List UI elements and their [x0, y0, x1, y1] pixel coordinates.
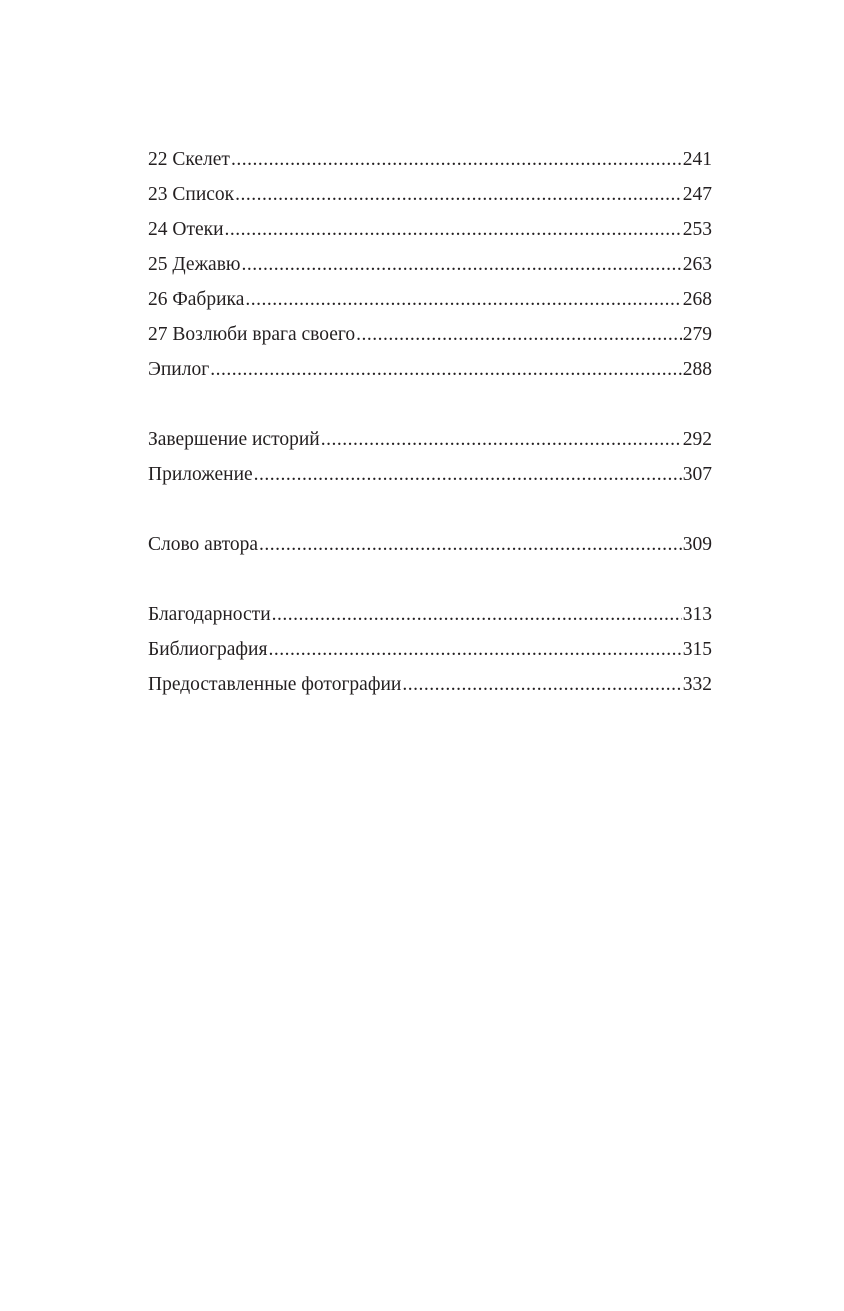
toc-entry [148, 212, 712, 247]
toc-entry [148, 667, 712, 702]
toc-entry [148, 142, 712, 177]
dot-leader [241, 247, 681, 282]
dot-leader [245, 282, 681, 317]
dot-leader [268, 632, 681, 667]
toc-entry [148, 597, 712, 632]
dot-leader [272, 597, 682, 632]
toc-entry-title: 24 Отеки [148, 219, 224, 240]
toc-entry-page: 309 [682, 534, 712, 555]
toc-entry-title: Слово автора [148, 534, 258, 555]
toc-entry-title: Приложение [148, 464, 253, 485]
toc-entry-title: 23 Список [148, 184, 235, 205]
toc-entry-page: 292 [682, 429, 712, 450]
toc-group-chapters [148, 142, 712, 387]
dot-leader [225, 212, 682, 247]
dot-leader [356, 317, 682, 352]
toc-group-endings [148, 422, 712, 492]
dot-leader [231, 142, 682, 177]
toc-entry-title: 25 Дежавю [148, 254, 241, 275]
dot-leader [259, 527, 682, 562]
toc-entry [148, 177, 712, 212]
toc-entry [148, 317, 712, 352]
toc-entry-page: 253 [682, 219, 712, 240]
toc-entry [148, 282, 712, 317]
table-of-contents [148, 142, 712, 737]
toc-entry-title: Эпилог [148, 359, 210, 380]
toc-entry-page: 247 [682, 184, 712, 205]
toc-entry-page: 288 [682, 359, 712, 380]
toc-entry-title: 27 Возлюби врага своего [148, 324, 356, 345]
toc-entry-page: 332 [682, 674, 712, 695]
toc-entry-title: 26 Фабрика [148, 289, 245, 310]
toc-entry-page: 263 [682, 254, 712, 275]
toc-entry-page: 241 [682, 149, 712, 170]
toc-entry-page: 279 [682, 324, 712, 345]
toc-entry [148, 632, 712, 667]
toc-group-author [148, 527, 712, 562]
toc-entry [148, 352, 712, 387]
dot-leader [254, 457, 682, 492]
toc-entry-title: Благодарности [148, 604, 271, 625]
toc-group-backmatter [148, 597, 712, 702]
toc-entry-page: 307 [682, 464, 712, 485]
toc-entry-title: Завершение историй [148, 429, 320, 450]
dot-leader [402, 667, 681, 702]
dot-leader [235, 177, 682, 212]
toc-entry-title: 22 Скелет [148, 149, 230, 170]
toc-entry-page: 313 [682, 604, 712, 625]
toc-entry [148, 247, 712, 282]
toc-entry [148, 457, 712, 492]
toc-entry [148, 527, 712, 562]
toc-entry-page: 268 [682, 289, 712, 310]
toc-entry-title: Библиография [148, 639, 268, 660]
dot-leader [210, 352, 682, 387]
toc-entry-page: 315 [682, 639, 712, 660]
toc-entry [148, 422, 712, 457]
dot-leader [321, 422, 682, 457]
toc-entry-title: Предоставленные фотографии [148, 674, 402, 695]
